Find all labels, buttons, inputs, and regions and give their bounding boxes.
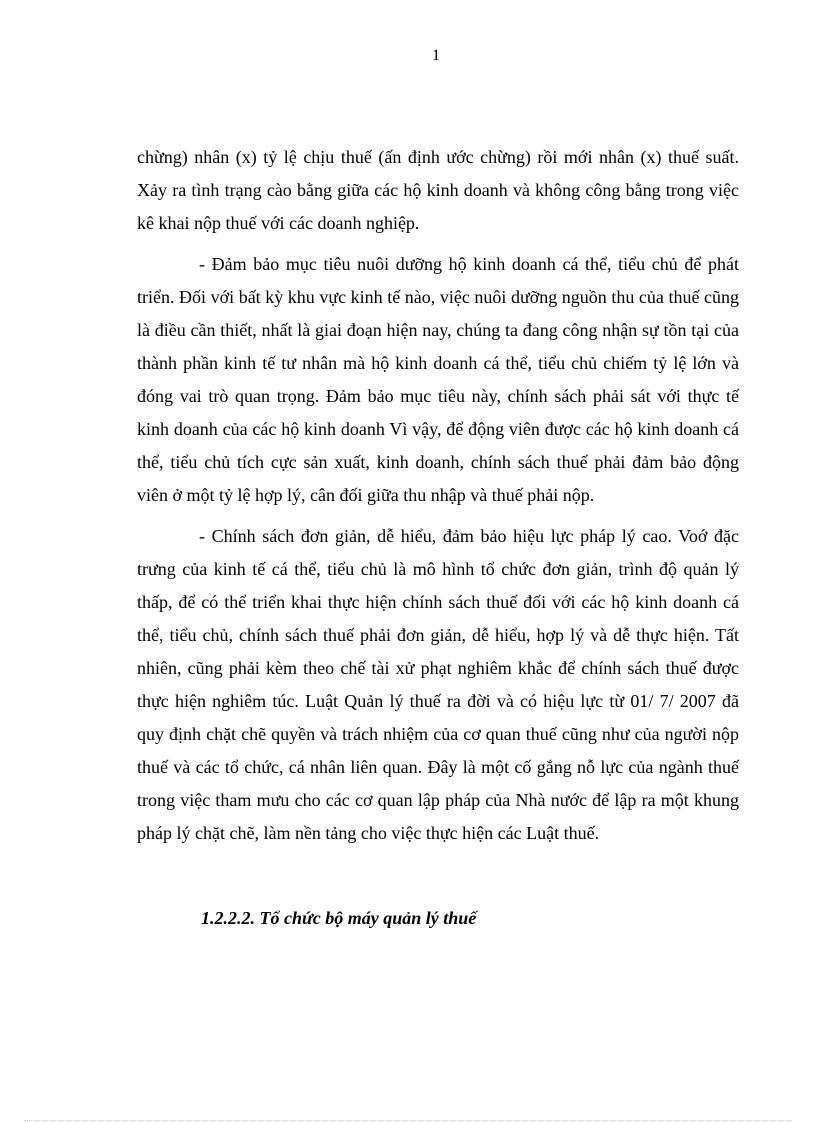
page-number: 1 — [432, 47, 440, 64]
paragraph-continuation: chừng) nhân (x) tỷ lệ chịu thuế (ấn định ước chừng) rồi mới nhân (x) thuế suất. Xảy ra tình trạng cào bằng giữa các hộ kinh doanh và không công bằng trong việc kê khai nộp thuế với các doanh nghiệp. — [137, 147, 739, 233]
paragraph-muc-tieu: - Đảm bảo mục tiêu nuôi dưỡng hộ kinh doanh cá thể, tiểu chủ để phát triển. Đối với bất kỳ khu vực kinh tế nào, việc nuôi dưỡng nguồn thu của thuế cũng là điều cần thiết, nhất là giai đoạn hiện nay, chúng ta đang công nhận sự tồn tại của thành phần kinh tế tư nhân mà hộ kinh doanh cá thể, tiểu chủ chiếm tỷ lệ lớn và đóng vai trò quan trọng. Đảm bảo mục tiêu này, chính sách phải sát với thực tế kinh doanh của các hộ kinh doanh Vì vậy, để động viên được các hộ kinh doanh cá thể, tiểu chủ tích cực sản xuất, kinh doanh, chính sách thuế phải đảm bảo động viên ở một tỷ lệ hợp lý, cân đối giữa thu nhập và thuế phải nộp. — [137, 254, 739, 505]
paragraph-don-gian: - Chính sách đơn giản, dễ hiểu, đảm bảo hiệu lực pháp lý cao. Voớ đặc trưng của kinh tế cá thể, tiểu chủ là mô hình tổ chức đơn giản, trình độ quản lý thấp, để có thể triển khai thực hiện chính sách thuế đối với các hộ kinh doanh cá thể, tiểu chủ, chính sách thuế phải đơn giản, dễ hiểu, hợp lý và dễ thực hiện. Tất nhiên, cũng phải kèm theo chế tài xử phạt nghiêm khắc để chính sách thuế được thực hiện nghiêm túc. Luật Quản lý thuế ra đời và có hiệu lực từ 01/ 7/ 2007 đã quy định chặt chẽ quyền và trách nhiệm của cơ quan thuế cũng như của người nộp thuế và các tổ chức, cá nhân liên quan. Đây là một cố gắng nỗ lực của ngành thuế trong việc tham mưu cho các cơ quan lập pháp của Nhà nước để lập ra một khung pháp lý chặt chẽ, làm nền tảng cho việc thực hiện các Luật thuế. — [137, 526, 739, 843]
page-bottom-divider — [24, 1120, 792, 1121]
section-heading: 1.2.2.2. Tổ chức bộ máy quản lý thuế — [201, 908, 477, 928]
body-text — [137, 141, 739, 858]
